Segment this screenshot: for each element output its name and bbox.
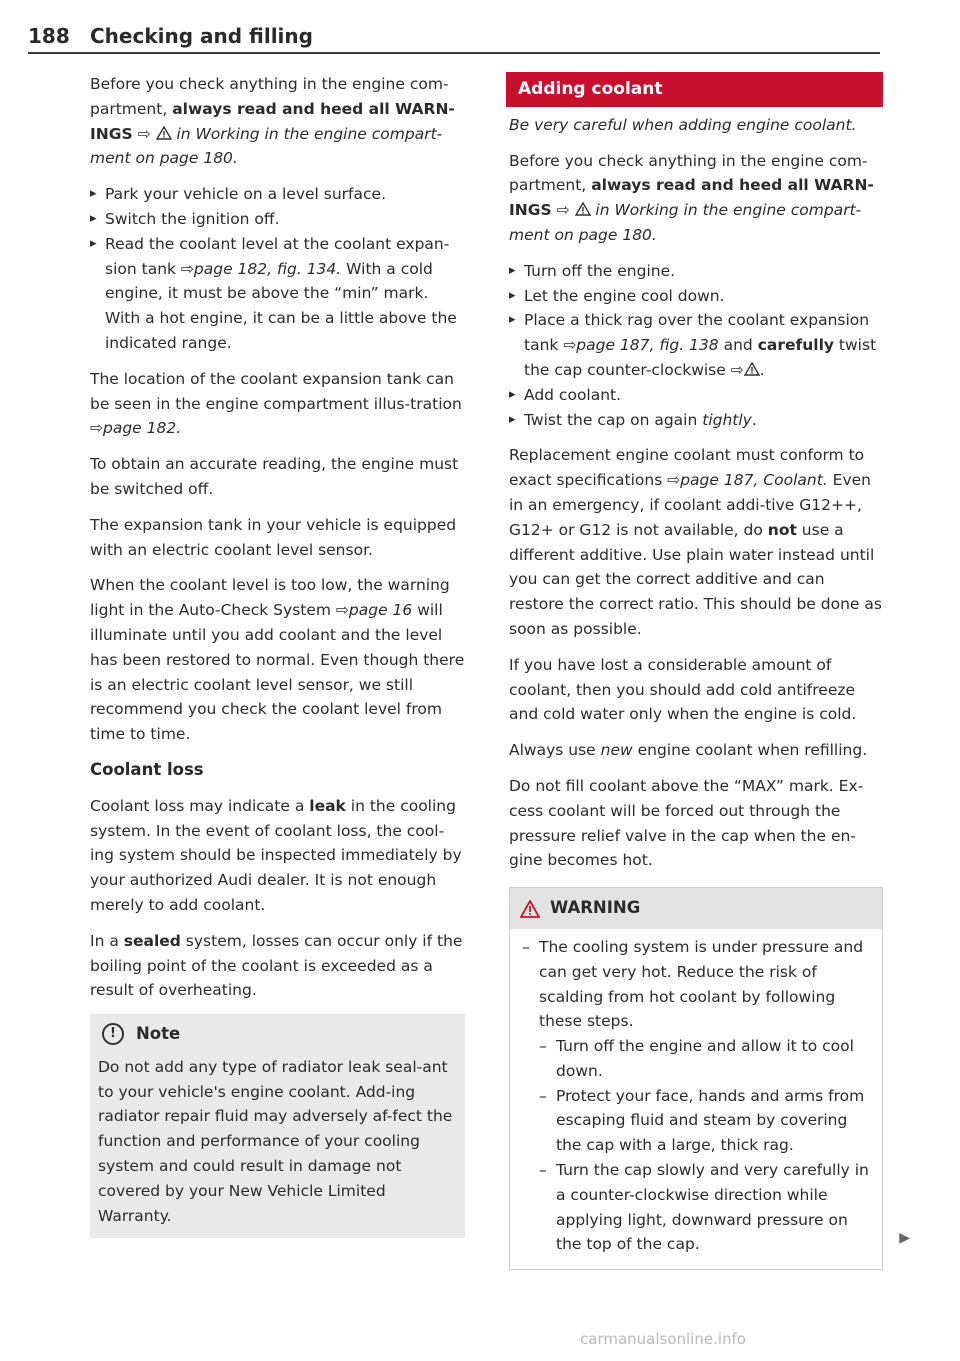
list-item: ▸ Let the engine cool down. (509, 284, 883, 309)
adding-coolant-heading: Adding coolant (506, 72, 883, 107)
location-paragraph: The location of the coolant expansion tank can be seen in the engine compartment illus-tration ⇨page 182. (90, 369, 462, 438)
left-column (90, 72, 465, 1238)
intro-paragraph: Before you check anything in the engine com-partment, always read and heed all WARN-INGS ⇨ in Working in the engine compart-ment on page 180. (509, 151, 874, 244)
warning-triangle-icon (156, 126, 172, 140)
right-column (509, 72, 910, 1270)
warning-header (510, 888, 882, 929)
list-item: ▸ Switch the ignition off. (90, 207, 465, 232)
intro-paragraph: Before you check anything in the engine com-partment, always read and heed all WARN-INGS ⇨ in Working in the engine compart-ment on page 180. (90, 75, 455, 168)
page-reference: ⇨page 187, Coolant. (667, 471, 828, 490)
warning-sub-item: – Protect your face, hands and arms from escaping fluid and steam by covering the cap with a large, thick rag. (539, 1084, 870, 1158)
warning-box (509, 887, 910, 1270)
low-level-paragraph: When the coolant level is too low, the warning light in the Auto-Check System ⇨page 16 will illuminate until you add coolant and the level has been restored to normal. Even though there is an electric coolant level sensor, we still recommend you check the coolant level from time to time. (90, 576, 465, 744)
list-item: ▸ Twist the cap on again tightly. (509, 408, 883, 433)
page-reference: ⇨page 182, fig. 134. (180, 259, 342, 278)
warning-triangle-icon (744, 362, 760, 376)
check-steps-list (90, 182, 465, 356)
sealed-system-paragraph: In a sealed system, losses can occur only if the boiling point of the coolant is exceeded as a result of overheating. (90, 931, 463, 1000)
warning-triangle-icon (575, 202, 591, 216)
coolant-loss-paragraph: Coolant loss may indicate a leak in the cooling system. In the event of coolant loss, the cool-ing system should be inspected immediately by your authorized Audi dealer. It is not enough merely to add coolant. (90, 796, 462, 914)
replacement-paragraph: Replacement engine coolant must conform to exact specifications ⇨page 187, Coolant. Even in an emergency, if coolant addi-tive G12++, G12+ or G12 is not available, do not use a different additive. Use plain water instead until you can get the correct additive and can restore the correct ratio. This should be done as soon as possible. (509, 446, 882, 638)
adding-steps-list (509, 259, 883, 433)
page-reference: ⇨page 16 (335, 601, 413, 620)
note-box (90, 1014, 465, 1238)
info-circle-icon: ! (102, 1023, 124, 1045)
page-reference: ⇨page 187, fig. 138 (563, 336, 719, 355)
list-item: ▸ Place a thick rag over the coolant expansion tank ⇨page 187, fig. 138 and carefully twist the cap counter-clockwise ⇨ . (509, 308, 883, 382)
note-title: Note (136, 1024, 181, 1044)
max-mark-paragraph: Do not fill coolant above the “MAX” mark. Ex-cess coolant will be forced out through the pressure relief valve in the cap when the en-gine becomes hot. (509, 776, 864, 870)
note-header (98, 1014, 453, 1055)
continue-arrow-icon: ▶ (899, 1230, 910, 1247)
list-item: ▸ Park your vehicle on a level surface. (90, 182, 465, 207)
lost-coolant-paragraph: If you have lost a considerable amount of coolant, then you should add cold antifreeze and cold water only when the engine is cold. (509, 655, 857, 724)
sensor-paragraph: The expansion tank in your vehicle is equipped with an electric coolant level sensor. (90, 515, 457, 559)
section-title: Checking and filling (90, 24, 313, 48)
page-number: 188 (28, 24, 70, 48)
warning-sub-item: – Turn the cap slowly and very carefully in a counter-clockwise direction while applying light, downward pressure on the top of the cap. (539, 1158, 870, 1257)
page-header (28, 24, 880, 54)
coolant-loss-heading: Coolant loss (90, 759, 204, 779)
note-text: Do not add any type of radiator leak seal-ant to your vehicle's engine coolant. Add-ing radiator repair fluid may adversely af-fect the function and performance of your cooling system and could result in damage not covered by your New Vehicle Limited Warranty. (98, 1057, 453, 1225)
new-coolant-paragraph: Always use new engine coolant when refilling. (509, 741, 868, 760)
reading-paragraph: To obtain an accurate reading, the engine must be switched off. (90, 455, 459, 498)
warning-triangle-icon (520, 900, 540, 918)
warning-title: WARNING (550, 898, 641, 918)
list-item: ▸ Read the coolant level at the coolant expan-sion tank ⇨page 182, fig. 134. With a cold engine, it must be above the “min” mark. With a hot engine, it can be a little above the indicated range. (90, 232, 465, 356)
lead-paragraph: Be very careful when adding engine coolant. (509, 115, 857, 134)
list-item: ▸ Turn off the engine. (509, 259, 883, 284)
warning-main-item: – The cooling system is under pressure and can get very hot. Reduce the risk of scalding from hot coolant by following these steps. (522, 935, 870, 1034)
watermark: carmanualsonline.info (580, 1330, 746, 1348)
warning-body (510, 929, 910, 1269)
page-reference: ⇨page 182. (90, 419, 182, 438)
warning-sub-item: – Turn off the engine and allow it to cool down. (539, 1034, 870, 1084)
list-item: ▸ Add coolant. (509, 383, 883, 408)
